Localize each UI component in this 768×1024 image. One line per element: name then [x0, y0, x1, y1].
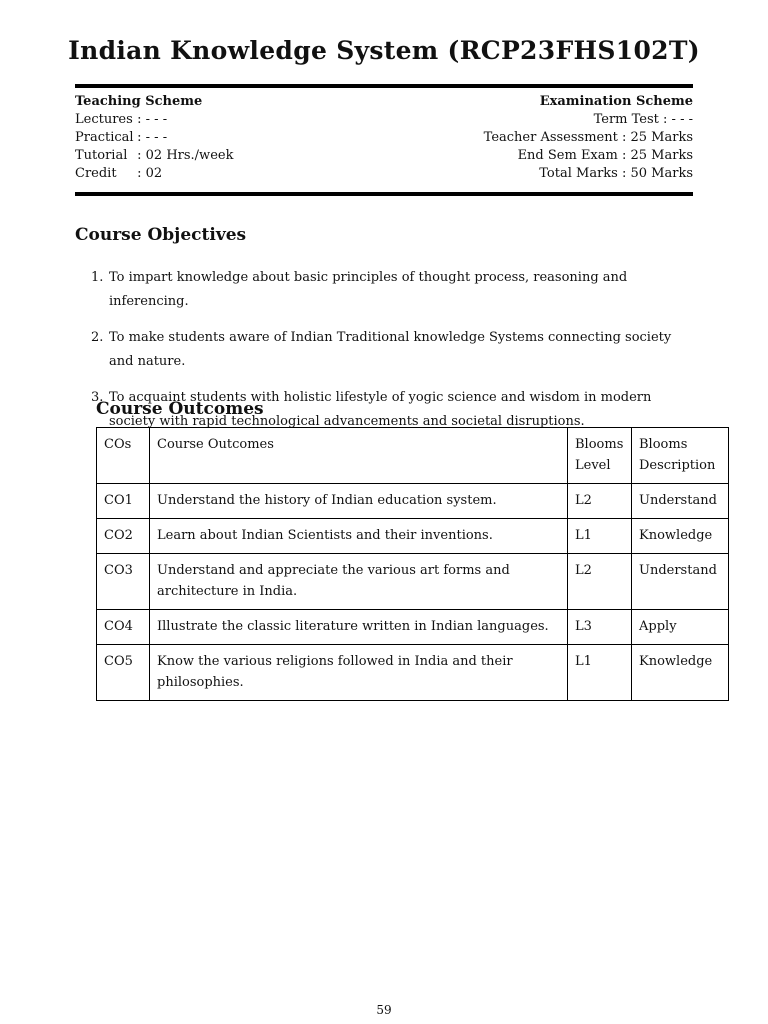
exam-row [484, 111, 693, 129]
header-blooms-level-line2: Level [575, 458, 611, 473]
co-description: Understand [632, 554, 729, 610]
exam-value: : 50 Marks [621, 166, 693, 181]
exam-value: : 25 Marks [621, 148, 693, 163]
examination-scheme-heading: Examination Scheme [539, 94, 693, 109]
table-row [97, 645, 729, 701]
co-level: L1 [568, 519, 632, 554]
table-row [97, 610, 729, 645]
page-title: Indian Knowledge System (RCP23FHS102T) [68, 36, 700, 65]
co-outcome: Understand the history of Indian education system. [150, 484, 568, 519]
co-outcome: Learn about Indian Scientists and their inventions. [150, 519, 568, 554]
co-id: CO2 [97, 519, 150, 554]
teaching-value: : 02 Hrs./week [137, 148, 234, 163]
co-description: Knowledge [632, 645, 729, 701]
list-item-number: 1. [91, 270, 104, 285]
header-course-outcomes: Course Outcomes [150, 428, 568, 484]
table-row [97, 519, 729, 554]
co-level: L2 [568, 484, 632, 519]
list-item [75, 326, 695, 374]
examination-scheme [484, 93, 693, 183]
list-item-number: 2. [91, 330, 104, 345]
objectives-heading: Course Objectives [75, 225, 247, 245]
co-level: L2 [568, 554, 632, 610]
teaching-label: Lectures [75, 112, 133, 127]
exam-value: : 25 Marks [621, 130, 693, 145]
header-blooms-description-line1: Blooms [639, 437, 688, 452]
co-id: CO5 [97, 645, 150, 701]
co-id: CO3 [97, 554, 150, 610]
list-item-text: To make students aware of Indian Traditional knowledge Systems connecting society and nature. [109, 330, 672, 369]
exam-row [484, 165, 693, 183]
outcomes-heading: Course Outcomes [96, 399, 264, 419]
co-level: L1 [568, 645, 632, 701]
table-row [97, 484, 729, 519]
exam-label: End Sem Exam [517, 148, 618, 163]
exam-row [484, 129, 693, 147]
teaching-row [75, 129, 233, 147]
co-description: Apply [632, 610, 729, 645]
exam-value: : - - - [663, 112, 693, 127]
objectives-list [75, 266, 695, 446]
list-item-text: To acquaint students with holistic lifestyle of yogic science and wisdom in modern society with rapid technological advancements and societal disruptions. [109, 390, 652, 429]
co-outcome: Understand and appreciate the various art forms and architecture in India. [150, 554, 568, 610]
co-description: Understand [632, 484, 729, 519]
list-item-number: 3. [91, 390, 104, 405]
teaching-value: : - - - [137, 112, 168, 127]
header-blooms-description [632, 428, 729, 484]
co-id: CO1 [97, 484, 150, 519]
header-blooms-level [568, 428, 632, 484]
teaching-value: : - - - [137, 130, 168, 145]
exam-row [484, 147, 693, 165]
co-id: CO4 [97, 610, 150, 645]
page-number: 59 [376, 1003, 392, 1017]
teaching-label: Credit [75, 166, 117, 181]
co-level: L3 [568, 610, 632, 645]
co-description: Knowledge [632, 519, 729, 554]
bottom-divider [75, 192, 693, 196]
exam-label: Teacher Assessment [483, 130, 618, 145]
teaching-scheme [75, 93, 233, 183]
exam-label: Term Test [593, 112, 659, 127]
table-header-row [97, 428, 729, 484]
outcomes-table [96, 427, 729, 701]
header-blooms-description-line2: Description [639, 458, 716, 473]
table-row [97, 554, 729, 610]
exam-label: Total Marks [539, 166, 618, 181]
list-item [75, 266, 695, 314]
list-item-text: To impart knowledge about basic principles of thought process, reasoning and inferencing. [109, 270, 628, 309]
teaching-label: Practical [75, 130, 134, 145]
co-outcome: Illustrate the classic literature written in Indian languages. [150, 610, 568, 645]
top-divider [75, 84, 693, 88]
header-blooms-level-line1: Blooms [575, 437, 624, 452]
teaching-value: : 02 [137, 166, 163, 181]
teaching-row [75, 147, 233, 165]
header-cos: COs [97, 428, 150, 484]
teaching-scheme-heading: Teaching Scheme [75, 94, 203, 109]
co-outcome: Know the various religions followed in India and their philosophies. [150, 645, 568, 701]
teaching-row [75, 165, 233, 183]
teaching-label: Tutorial [75, 148, 128, 163]
teaching-row [75, 111, 233, 129]
